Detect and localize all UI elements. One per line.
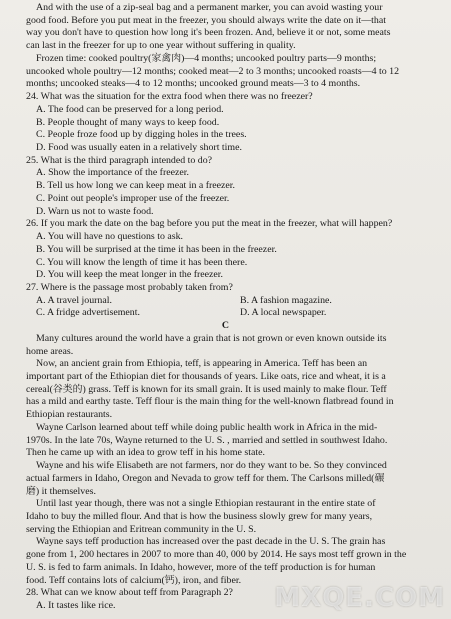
text-line: has a mild and earthy taste. Teff flour is the main thing for the well-known flatbread found in — [26, 396, 394, 408]
text-line: way you don't have to question how long it's been frozen. And, believe it or not, some meats — [26, 27, 391, 39]
question-28: 28. What can we know about teff from Paragraph 2? — [26, 587, 233, 599]
option: B. A fashion magazine. — [240, 294, 332, 306]
text-line: Idaho to buy the milled flour. And that is how the business slowly grew for many years, — [26, 510, 373, 522]
text-line: uncooked whole poultry—12 months; cooked meat—2 to 3 months; uncooked roasts—4 to 12 — [26, 65, 400, 77]
option: B. People thought of many ways to keep food. — [36, 116, 220, 128]
text-line: 1970s. In the late 70s, Wayne returned to the U. S. , married and settled in southwest Idaho. — [26, 434, 388, 446]
question-27: 27. Where is the passage most probably taken from? — [26, 281, 233, 293]
text-line: important part of the Ethiopian diet for thousands of years. Like oats, rice and wheat, it is a — [26, 371, 386, 382]
text-line: Many cultures around the world have a grain that is not grown or even known outside its — [36, 332, 387, 344]
text-line: can last in the freezer for up to one year without suffering in quality. — [26, 40, 296, 52]
option: A. A travel journal. — [36, 294, 112, 306]
text-line: Then he came up with an idea to grow teff in his home state. — [26, 447, 265, 459]
text-line: Wayne Carlson learned about teff while doing public health work in Africa in the mid- — [36, 421, 378, 433]
text-line: Now, an ancient grain from Ethiopia, teff, is appearing in America. Teff has been an — [36, 358, 368, 370]
watermark-logo: MXQE.COM — [274, 583, 445, 613]
text-line: food. Teff contains lots of calcium(钙), iron, and fiber. — [26, 574, 242, 586]
question-25: 25. What is the third paragraph intended to do? — [26, 154, 213, 166]
section-label: C — [221, 320, 230, 332]
text-line: Wayne and his wife Elisabeth are not farmers, nor do they want to be. So they convinced — [36, 460, 387, 471]
question-24: 24. What was the situation for the extra food when there was no freezer? — [26, 91, 313, 103]
option: C. Point out people's improper use of the freezer. — [36, 192, 230, 204]
option: D. A local newspaper. — [240, 307, 327, 319]
text-line: And with the use of a zip-seal bag and a permanent marker, you can avoid wasting your — [36, 2, 383, 13]
option: B. Tell us how long we can keep meat in a freezer. — [36, 180, 236, 192]
text-line: actual farmers in Idaho, Oregon and Nevada to grow teff for them. The Carlsons milled(碾 — [26, 472, 385, 484]
option: A. It tastes like rice. — [36, 600, 116, 611]
option: B. You will be surprised at the time it has been in the freezer. — [36, 243, 277, 255]
option: C. People froze food up by digging holes in the trees. — [36, 129, 247, 141]
text-line: good food. Before you put meat in the freezer, you should always write the date on it—that — [26, 14, 386, 26]
option: C. A fridge advertisement. — [36, 307, 140, 319]
option: D. You will keep the meat longer in the freezer. — [36, 269, 224, 281]
option: A. The food can be preserved for a long period. — [36, 103, 224, 115]
text-line: Wayne says teff production has increased over the past decade in the U. S. The grain has — [36, 536, 386, 548]
text-line: serving the Ethiopian and Eritrean community in the U. S. — [26, 523, 257, 535]
text-line: 磨) it themselves. — [26, 485, 96, 497]
text-line: U. S. is fed to farm animals. In Idaho, however, more of the teff production is for human — [26, 561, 376, 573]
text-line: home areas. — [26, 345, 74, 357]
option: D. Food was usually eaten in a relatively short time. — [36, 142, 242, 153]
text-line: gone from 1, 200 hectares in 2007 to more than 40, 000 by 2014. He says most teff grown in the — [26, 549, 407, 561]
option: D. Warn us not to waste food. — [36, 205, 154, 217]
text-line: Until last year though, there was not a single Ethiopian restaurant in the entire state of — [36, 498, 376, 510]
option: A. Show the importance of the freezer. — [36, 167, 190, 179]
text-line: months; uncooked steaks—4 to 12 months; uncooked ground meats—3 to 4 months. — [26, 78, 361, 90]
text-line: Frozen time: cooked poultry(家禽肉)—4 months; uncooked poultry parts—9 months; — [36, 52, 377, 64]
option: A. You will have no questions to ask. — [36, 231, 184, 242]
option: C. You will know the length of time it has been there. — [36, 256, 248, 268]
text-line: cereal(谷类的) grass. Teff is known for its small grain. It is used mainly to make flour. Teff — [26, 383, 387, 395]
question-26: 26. If you mark the date on the bag before you put the meat in the freezer, what will happen? — [26, 218, 393, 230]
text-line: Ethiopian restaurants. — [26, 409, 113, 421]
